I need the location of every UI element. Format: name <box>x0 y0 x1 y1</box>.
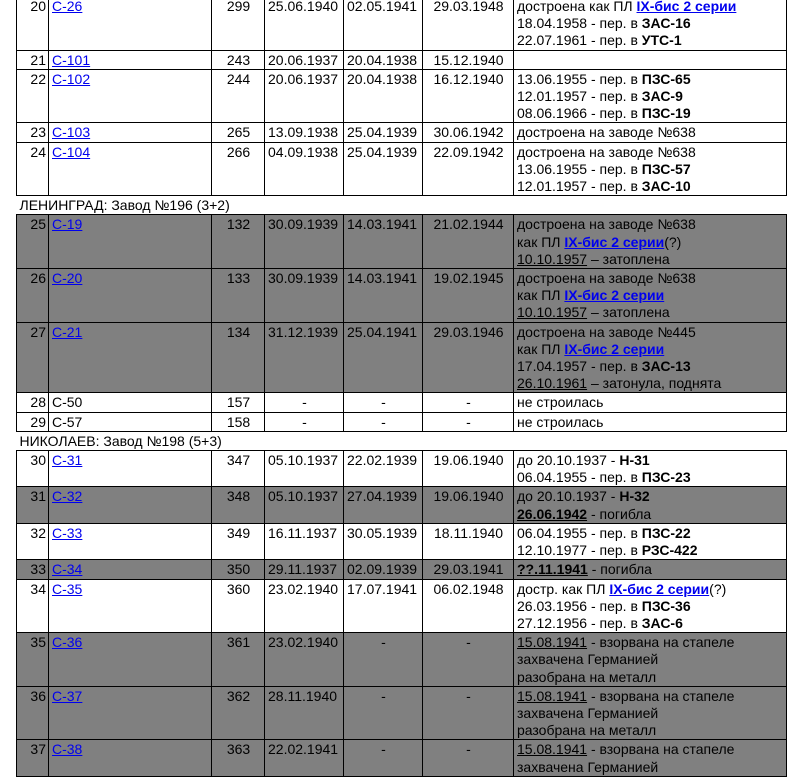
launched-date: 25.04.1941 <box>344 322 423 393</box>
notes-cell <box>514 269 787 323</box>
note-line <box>517 0 784 15</box>
submarine-name-cell <box>49 123 212 142</box>
note-bold: ПЗС-22 <box>641 524 691 541</box>
table-body <box>17 0 787 776</box>
yard-number: 348 <box>212 487 265 523</box>
laid-down-date: 23.02.1940 <box>265 579 344 633</box>
table-row <box>17 50 787 69</box>
launched-date: 17.07.1941 <box>344 579 423 633</box>
note-text: как ПЛ <box>517 233 565 250</box>
submarine-link[interactable]: С-19 <box>52 216 83 233</box>
note-line <box>517 452 784 469</box>
laid-down-date: 05.10.1937 <box>265 487 344 523</box>
note-line <box>517 88 784 105</box>
commissioned-date: 21.02.1944 <box>423 215 514 269</box>
table-row <box>17 0 787 50</box>
notes-cell <box>514 412 787 431</box>
laid-down-date: 13.09.1938 <box>265 123 344 142</box>
launched-date: 30.05.1939 <box>344 523 423 559</box>
row-number: 35 <box>17 633 49 687</box>
submarine-link[interactable]: С-38 <box>52 741 83 758</box>
note-line <box>517 722 784 739</box>
notes-cell <box>514 215 787 269</box>
note-text: разобрана на металл <box>517 668 657 685</box>
note-text: 06.04.1955 - пер. в <box>517 524 642 541</box>
submarine-name: С-57 <box>52 413 83 430</box>
row-number: 26 <box>17 269 49 323</box>
note-text: (?) <box>709 580 727 597</box>
launched-date: - <box>344 393 423 412</box>
row-number: 28 <box>17 393 49 412</box>
submarine-link[interactable]: С-32 <box>52 488 83 505</box>
yard-number: 363 <box>212 740 265 776</box>
laid-down-date: 25.06.1940 <box>265 0 344 50</box>
submarine-link[interactable]: С-103 <box>52 124 91 141</box>
table-row <box>17 686 787 740</box>
note-text: как ПЛ <box>517 287 565 304</box>
row-number: 23 <box>17 123 49 142</box>
note-bold: ПЗС-57 <box>641 160 691 177</box>
note-text: захвачена Германией <box>517 758 659 775</box>
note-line <box>517 561 784 578</box>
note-line <box>517 304 784 321</box>
laid-down-date: 16.11.1937 <box>265 523 344 559</box>
submarine-link[interactable]: С-21 <box>52 323 83 340</box>
note-line <box>517 542 784 559</box>
row-number: 27 <box>17 322 49 393</box>
laid-down-date: 29.11.1937 <box>265 560 344 579</box>
launched-date: 20.04.1938 <box>344 50 423 69</box>
note-text: достроена на заводе №638 <box>517 124 696 141</box>
note-text: не строилась <box>517 413 604 430</box>
row-number: 20 <box>17 0 49 50</box>
launched-date: - <box>344 633 423 687</box>
table-row <box>17 451 787 487</box>
note-line <box>517 216 784 233</box>
note-text: достроена на заводе №638 <box>517 143 696 160</box>
series-link[interactable]: IX-бис 2 серии <box>636 0 737 14</box>
series-link[interactable]: IX-бис 2 серии <box>564 233 665 250</box>
launched-date: - <box>344 412 423 431</box>
note-line <box>517 15 784 32</box>
table-row <box>17 412 787 431</box>
table-row <box>17 560 787 579</box>
note-line <box>517 759 784 776</box>
note-line <box>517 358 784 375</box>
notes-cell <box>514 579 787 633</box>
note-line <box>517 105 784 122</box>
section-header <box>17 196 787 215</box>
note-line <box>517 144 784 161</box>
note-line <box>517 324 784 341</box>
note-line <box>517 669 784 686</box>
commissioned-date: - <box>423 740 514 776</box>
submarine-link[interactable]: С-31 <box>52 452 83 469</box>
note-date: 15.08.1941 <box>517 634 588 651</box>
note-text: 13.06.1955 - пер. в <box>517 70 642 87</box>
submarine-table <box>16 0 787 777</box>
submarine-link[interactable]: С-35 <box>52 580 83 597</box>
note-text: захвачена Германией <box>517 704 659 721</box>
submarine-link[interactable]: С-102 <box>52 70 91 87</box>
submarine-name-cell <box>49 0 212 50</box>
notes-cell <box>514 451 787 487</box>
submarine-link[interactable]: С-104 <box>52 143 91 160</box>
table-row <box>17 633 787 687</box>
note-bold: Н-31 <box>619 452 650 469</box>
commissioned-date: 06.02.1948 <box>423 579 514 633</box>
note-bold: ЗАС-10 <box>641 178 691 195</box>
table-row <box>17 487 787 523</box>
launched-date: 22.02.1939 <box>344 451 423 487</box>
note-line <box>517 581 784 598</box>
row-number: 31 <box>17 487 49 523</box>
note-text: – затонула, поднята <box>587 375 722 392</box>
commissioned-date: - <box>423 686 514 740</box>
laid-down-date: 28.11.1940 <box>265 686 344 740</box>
yard-number: 134 <box>212 322 265 393</box>
yard-number: 244 <box>212 69 265 123</box>
yard-number: 299 <box>212 0 265 50</box>
yard-number: 133 <box>212 269 265 323</box>
note-bold: 26.06.1942 <box>517 505 588 522</box>
note-text: 12.01.1957 - пер. в <box>517 178 642 195</box>
note-text: захвачена Германией <box>517 651 659 668</box>
commissioned-date: 19.02.1945 <box>423 269 514 323</box>
note-date: 26.10.1961 <box>517 375 588 392</box>
note-line <box>517 32 784 49</box>
submarine-name-cell <box>49 740 212 776</box>
row-number: 24 <box>17 142 49 196</box>
note-text: – затоплена <box>587 250 670 267</box>
note-line <box>517 124 784 141</box>
row-number: 21 <box>17 50 49 69</box>
submarine-name-cell <box>49 269 212 323</box>
note-line <box>517 469 784 486</box>
notes-cell <box>514 560 787 579</box>
series-link[interactable]: IX-бис 2 серии <box>564 287 665 304</box>
note-text: - погибла <box>587 561 652 578</box>
yard-number: 158 <box>212 412 265 431</box>
launched-date: 14.03.1941 <box>344 215 423 269</box>
note-bold: ПЗС-23 <box>641 469 691 486</box>
note-text: 06.04.1955 - пер. в <box>517 469 642 486</box>
notes-cell <box>514 50 787 69</box>
row-number: 25 <box>17 215 49 269</box>
note-text: - взорвана на стапеле <box>587 634 735 651</box>
commissioned-date: 29.03.1946 <box>423 322 514 393</box>
submarine-name-cell <box>49 69 212 123</box>
note-line <box>517 375 784 392</box>
submarine-name-cell <box>49 451 212 487</box>
note-text: разобрана на металл <box>517 722 657 739</box>
launched-date: 25.04.1939 <box>344 123 423 142</box>
note-text: 22.07.1961 - пер. в <box>517 32 642 49</box>
notes-cell <box>514 0 787 50</box>
row-number: 37 <box>17 740 49 776</box>
submarine-name-cell <box>49 523 212 559</box>
table-row <box>17 69 787 123</box>
note-line <box>517 615 784 632</box>
launched-date: - <box>344 740 423 776</box>
note-text: 26.03.1956 - пер. в <box>517 597 642 614</box>
note-line <box>517 394 784 411</box>
laid-down-date: 04.09.1938 <box>265 142 344 196</box>
notes-cell <box>514 123 787 142</box>
submarine-name-cell <box>49 215 212 269</box>
row-number: 36 <box>17 686 49 740</box>
row-number: 33 <box>17 560 49 579</box>
note-text: достроена как ПЛ <box>517 0 637 14</box>
commissioned-date: - <box>423 393 514 412</box>
yard-number: 132 <box>212 215 265 269</box>
notes-cell <box>514 633 787 687</box>
table-row <box>17 215 787 269</box>
notes-cell <box>514 322 787 393</box>
note-text: не строилась <box>517 394 604 411</box>
yard-number: 362 <box>212 686 265 740</box>
section-header <box>17 431 787 450</box>
note-line <box>517 598 784 615</box>
table-row <box>17 393 787 412</box>
note-bold: ПЗС-36 <box>641 597 691 614</box>
row-number: 30 <box>17 451 49 487</box>
note-date: 10.10.1957 <box>517 304 588 321</box>
launched-date: 02.09.1939 <box>344 560 423 579</box>
launched-date: - <box>344 686 423 740</box>
note-date: 15.08.1941 <box>517 687 588 704</box>
note-text: 17.04.1957 - пер. в <box>517 358 642 375</box>
note-line <box>517 287 784 304</box>
yard-number: 349 <box>212 523 265 559</box>
commissioned-date: 29.03.1941 <box>423 560 514 579</box>
note-date: 10.10.1957 <box>517 250 588 267</box>
notes-cell <box>514 69 787 123</box>
note-text: – затоплена <box>587 304 670 321</box>
laid-down-date: 20.06.1937 <box>265 69 344 123</box>
note-bold: ЗАС-13 <box>641 358 691 375</box>
note-text: - погибла <box>587 505 652 522</box>
note-bold: РЗС-422 <box>641 542 698 559</box>
laid-down-date: 22.02.1941 <box>265 740 344 776</box>
note-line <box>517 688 784 705</box>
series-link[interactable]: IX-бис 2 серии <box>564 340 665 357</box>
submarine-name-cell <box>49 393 212 412</box>
submarine-name-cell <box>49 412 212 431</box>
submarine-name-cell <box>49 322 212 393</box>
row-number: 22 <box>17 69 49 123</box>
row-number: 29 <box>17 412 49 431</box>
submarine-link[interactable]: С-37 <box>52 687 83 704</box>
submarine-name-cell <box>49 560 212 579</box>
submarine-link[interactable]: С-36 <box>52 634 83 651</box>
submarine-link[interactable]: С-34 <box>52 561 83 578</box>
submarine-link[interactable]: С-33 <box>52 524 83 541</box>
commissioned-date: 18.11.1940 <box>423 523 514 559</box>
row-number: 32 <box>17 523 49 559</box>
row-number: 34 <box>17 579 49 633</box>
laid-down-date: 23.02.1940 <box>265 633 344 687</box>
laid-down-date: - <box>265 393 344 412</box>
table-row <box>17 322 787 393</box>
note-text: достр. как ПЛ <box>517 580 610 597</box>
table-row <box>17 123 787 142</box>
note-text: достроена на заводе №638 <box>517 270 696 287</box>
commissioned-date: 29.03.1948 <box>423 0 514 50</box>
commissioned-date: 19.06.1940 <box>423 487 514 523</box>
yard-number: 243 <box>212 50 265 69</box>
submarine-link[interactable]: С-20 <box>52 270 83 287</box>
commissioned-date: - <box>423 412 514 431</box>
note-bold: ПЗС-65 <box>641 70 691 87</box>
notes-cell <box>514 523 787 559</box>
launched-date: 20.04.1938 <box>344 69 423 123</box>
yard-number: 265 <box>212 123 265 142</box>
note-text: 08.06.1966 - пер. в <box>517 105 642 122</box>
note-line <box>517 705 784 722</box>
note-bold: Н-32 <box>619 488 650 505</box>
yard-number: 266 <box>212 142 265 196</box>
launched-date: 02.05.1941 <box>344 0 423 50</box>
note-bold: ЗАС-6 <box>641 614 683 631</box>
note-text: как ПЛ <box>517 340 565 357</box>
note-line <box>517 741 784 758</box>
notes-cell <box>514 686 787 740</box>
notes-cell <box>514 740 787 776</box>
table-row <box>17 523 787 559</box>
submarine-name: С-50 <box>52 394 83 411</box>
laid-down-date: - <box>265 412 344 431</box>
note-text: - взорвана на стапеле <box>587 687 735 704</box>
launched-date: 27.04.1939 <box>344 487 423 523</box>
note-line <box>517 525 784 542</box>
section-title: ЛЕНИНГРАД: Завод №196 (3+2) <box>17 196 787 215</box>
submarine-name-cell <box>49 686 212 740</box>
submarine-name-cell <box>49 142 212 196</box>
note-line <box>517 651 784 668</box>
submarine-name-cell <box>49 579 212 633</box>
note-text: достроена на заводе №445 <box>517 323 696 340</box>
note-text: до 20.10.1937 - <box>517 452 620 469</box>
note-line <box>517 414 784 431</box>
note-text: 27.12.1956 - пер. в <box>517 614 642 631</box>
submarine-name-cell <box>49 487 212 523</box>
yard-number: 350 <box>212 560 265 579</box>
note-line <box>517 251 784 268</box>
launched-date: 25.04.1939 <box>344 142 423 196</box>
note-bold: ЗАС-9 <box>641 88 683 105</box>
yard-number: 361 <box>212 633 265 687</box>
launched-date: 14.03.1941 <box>344 269 423 323</box>
yard-number: 360 <box>212 579 265 633</box>
note-text: до 20.10.1937 - <box>517 488 620 505</box>
submarine-link[interactable]: С-26 <box>52 0 83 14</box>
note-date: 15.08.1941 <box>517 741 588 758</box>
yard-number: 157 <box>212 393 265 412</box>
table-row <box>17 579 787 633</box>
commissioned-date: 22.09.1942 <box>423 142 514 196</box>
laid-down-date: 20.06.1937 <box>265 50 344 69</box>
note-text: (?) <box>664 233 682 250</box>
note-line <box>517 234 784 251</box>
note-text: 12.01.1957 - пер. в <box>517 88 642 105</box>
notes-cell <box>514 393 787 412</box>
commissioned-date: 15.12.1940 <box>423 50 514 69</box>
note-line <box>517 270 784 287</box>
commissioned-date: - <box>423 633 514 687</box>
note-line <box>517 178 784 195</box>
table-row <box>17 142 787 196</box>
laid-down-date: 30.09.1939 <box>265 215 344 269</box>
notes-cell <box>514 142 787 196</box>
laid-down-date: 31.12.1939 <box>265 322 344 393</box>
table-row <box>17 269 787 323</box>
note-bold: ЗАС-16 <box>641 15 691 32</box>
section-title: НИКОЛАЕВ: Завод №198 (5+3) <box>17 431 787 450</box>
note-text: достроена на заводе №638 <box>517 216 696 233</box>
submarine-name-cell <box>49 633 212 687</box>
note-bold: ПЗС-19 <box>641 105 691 122</box>
note-bold: УТС-1 <box>641 32 682 49</box>
note-line <box>517 161 784 178</box>
yard-number: 347 <box>212 451 265 487</box>
note-text: 18.04.1958 - пер. в <box>517 15 642 32</box>
note-line <box>517 634 784 651</box>
note-line <box>517 71 784 88</box>
note-line <box>517 506 784 523</box>
submarine-name-cell <box>49 50 212 69</box>
commissioned-date: 19.06.1940 <box>423 451 514 487</box>
note-text: - взорвана на стапеле <box>587 741 735 758</box>
commissioned-date: 16.12.1940 <box>423 69 514 123</box>
commissioned-date: 30.06.1942 <box>423 123 514 142</box>
note-line <box>517 488 784 505</box>
laid-down-date: 30.09.1939 <box>265 269 344 323</box>
series-link[interactable]: IX-бис 2 серии <box>609 580 710 597</box>
note-text: 13.06.1955 - пер. в <box>517 160 642 177</box>
notes-cell <box>514 487 787 523</box>
note-bold: ??.11.1941 <box>517 561 588 578</box>
submarine-link[interactable]: С-101 <box>52 51 91 68</box>
laid-down-date: 05.10.1937 <box>265 451 344 487</box>
note-text: 12.10.1977 - пер. в <box>517 542 642 559</box>
note-line <box>517 341 784 358</box>
table-row <box>17 740 787 776</box>
